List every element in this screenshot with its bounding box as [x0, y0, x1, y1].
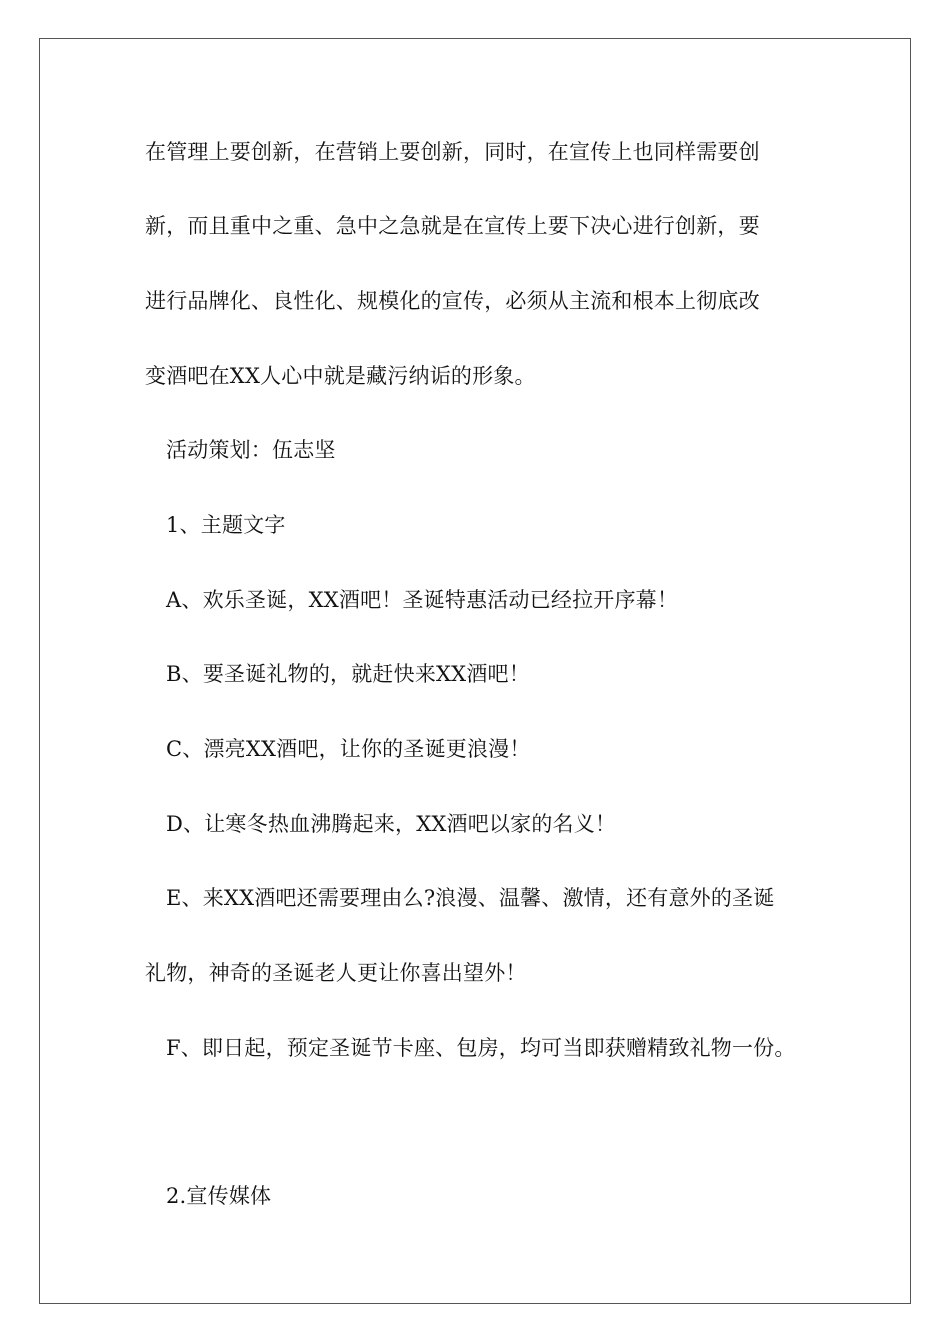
paragraph-line: 在管理上要创新，在营销上要创新，同时，在宣传上也同样需要创 — [145, 140, 760, 164]
theme-item-b: B、要圣诞礼物的，就赶快来XX酒吧！ — [166, 662, 530, 686]
paragraph-line: 变酒吧在XX人心中就是藏污纳诟的形象。 — [145, 364, 536, 388]
section-heading-theme: 1、主题文字 — [166, 513, 286, 537]
planner-line: 活动策划：伍志坚 — [166, 438, 336, 462]
section-heading-media: 2.宣传媒体 — [166, 1184, 272, 1208]
theme-item-f: F、即日起，预定圣诞节卡座、包房，均可当即获赠精致礼物一份。 — [166, 1036, 796, 1060]
theme-item-d: D、让寒冬热血沸腾起来，XX酒吧以家的名义！ — [166, 812, 617, 836]
paragraph-line: 新，而且重中之重、急中之急就是在宣传上要下决心进行创新，要 — [145, 214, 760, 238]
theme-item-a: A、欢乐圣诞，XX酒吧！圣诞特惠活动已经拉开序幕！ — [166, 588, 679, 612]
paragraph-line: 进行品牌化、良性化、规模化的宣传，必须从主流和根本上彻底改 — [145, 289, 760, 313]
theme-item-e: E、来XX酒吧还需要理由么?浪漫、温馨、激情，还有意外的圣诞 — [166, 886, 775, 910]
theme-item-c: C、漂亮XX酒吧，让你的圣诞更浪漫！ — [166, 737, 531, 761]
theme-item-e-continued: 礼物，神奇的圣诞老人更让你喜出望外！ — [145, 961, 527, 985]
